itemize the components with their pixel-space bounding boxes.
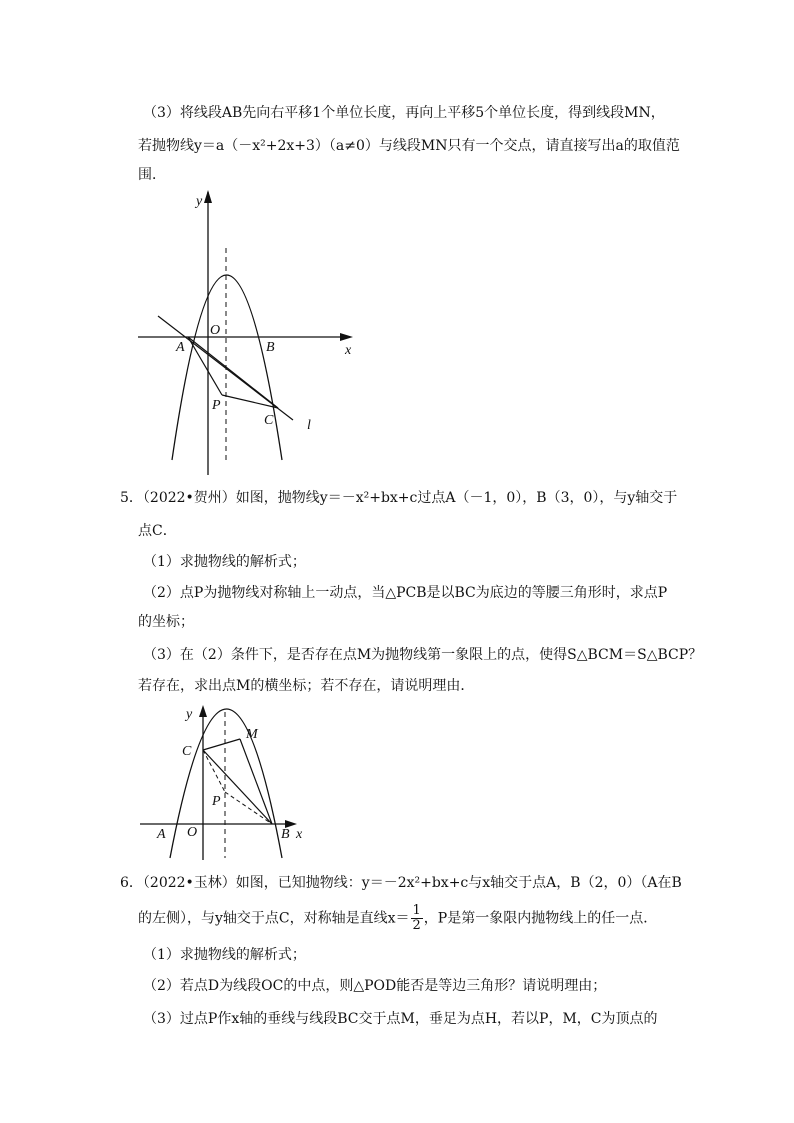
fig2-label-x: x (296, 827, 303, 842)
fraction-one-half (411, 904, 423, 933)
fig1-label-B: B (266, 340, 275, 355)
fig1-label-C: C (264, 413, 274, 428)
segment-PB (225, 792, 272, 824)
x-axis-arrow (340, 333, 353, 341)
q5-part1: （1）求抛物线的解析式； (143, 554, 306, 570)
segment-AP (188, 337, 222, 395)
segment-CP (203, 750, 225, 792)
fig2-label-A: A (157, 827, 166, 842)
q6-line2-end: ，P是第一象限内抛物线上的任一点． (423, 910, 658, 927)
fraction-denominator: 2 (412, 918, 421, 933)
fig2-label-M: M (246, 727, 258, 742)
fig2-label-y: y (186, 707, 193, 722)
q6-part3: （3）过点P作x轴的垂线与线段BC交于点M，垂足为点H，若以P，M，C为顶点的 (143, 1011, 658, 1027)
q5-line1: 5．（2022•贺州）如图，抛物线y＝－x²+bx+c过点A（－1，0），B（3，0），与y轴交于 (120, 490, 678, 506)
figure-1 (0, 0, 794, 490)
q6-part2: （2）若点D为线段OC的中点，则△POD能否是等边三角形？请说明理由； (143, 978, 607, 994)
fig1-label-l: l (307, 418, 311, 433)
fig2-label-P: P (212, 794, 221, 809)
figure-2 (0, 700, 794, 865)
fig2-label-O: O (187, 825, 198, 840)
figure-1-svg (0, 0, 794, 490)
fig1-label-O: O (210, 323, 221, 338)
fig1-label-x: x (345, 343, 352, 358)
fig1-label-y: y (196, 194, 203, 209)
q5-line2: 点C． (138, 523, 177, 539)
q6-line2-start: 的左侧），与y轴交于点C，对称轴是直线x＝ (138, 910, 410, 927)
q4-part3-line1: （3）将线段AB先向右平移1个单位长度，再向上平移5个单位长度，得到线段MN， (143, 105, 665, 121)
q5-part3-line1: （3）在（2）条件下，是否存在点M为抛物线第一象限上的点，使得S△BCM＝S△BCP？ (143, 647, 703, 663)
fig2-label-C: C (182, 744, 192, 759)
q4-part3-line2: 若抛物线y＝a（－x²+2x+3）（a≠0）与线段MN只有一个交点，请直接写出a的取值范 (138, 138, 680, 154)
fig1-label-A: A (176, 340, 185, 355)
fig2-label-B: B (281, 827, 290, 842)
q5-part3-line2: 若存在，求出点M的横坐标；若不存在，请说明理由． (138, 678, 475, 694)
q6-part1: （1）求抛物线的解析式； (143, 947, 306, 963)
figure-2-svg (0, 700, 794, 865)
fig1-label-P: P (212, 398, 221, 413)
q4-part3-line3: 围． (138, 167, 166, 183)
y-axis-arrow (204, 190, 212, 203)
q5-part2-line1: （2）点P为抛物线对称轴上一动点，当△PCB是以BC为底边的等腰三角形时，求点P (143, 585, 668, 601)
fraction-numerator: 1 (412, 903, 421, 918)
y-axis-arrow (199, 705, 207, 717)
segment-CM (203, 739, 240, 750)
segment-CB (203, 750, 272, 824)
q6-line1: 6．（2022•玉林）如图，已知抛物线：y＝－2x²+bx+c与x轴交于点A，B（2，0）（A在B (120, 875, 682, 891)
q5-part2-line2: 的坐标； (138, 614, 194, 630)
q6-line2 (138, 904, 657, 933)
